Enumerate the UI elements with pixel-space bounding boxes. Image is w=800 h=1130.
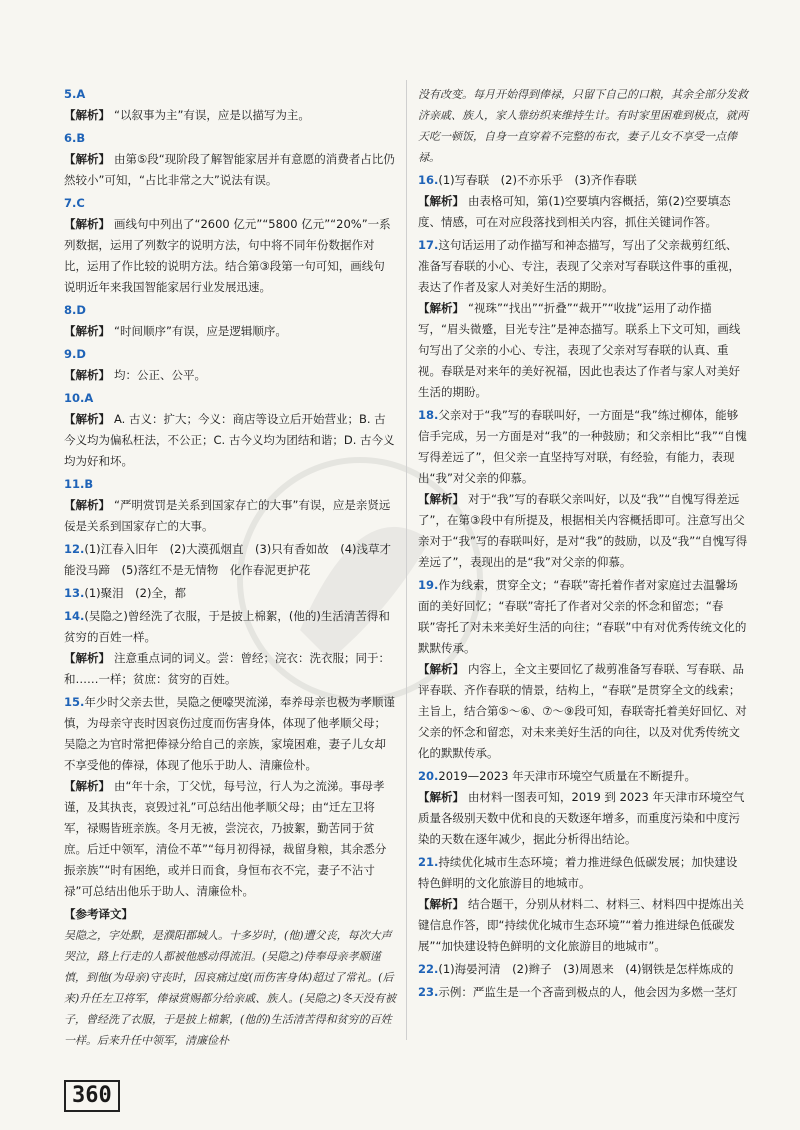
analysis-text bbox=[64, 495, 396, 537]
continued-translation: 没有改变。每月开始得到俸禄，只留下自己的口粮，其余全部分发救济亲戚、族人，家人靠纺织来维持生计。有时家里困难到极点，就两天吃一顿饭，自身一直穿着不完整的布衣，妻子儿女不享受一点俸禄。 bbox=[418, 88, 748, 164]
question-number: 11. bbox=[64, 477, 85, 491]
analysis-body: 结合题干，分别从材料二、材料三、材料四中提炼出关键信息作答，即“持续优化城市生态环境”“着力推进绿色低碳发展”“加快建设特色鲜明的文化旅游目的地城市”。 bbox=[418, 897, 744, 953]
question-item bbox=[418, 852, 748, 957]
answer-text: D bbox=[76, 303, 86, 317]
question-number: 23. bbox=[418, 985, 439, 999]
analysis-body: 由材料一图表可知，2019 到 2023 年天津市环境空气质量各级别天数中优和良的天数逐年增多，而重度污染和中度污染的天数在逐年减少，据此分析得出结论。 bbox=[418, 790, 745, 846]
answer-text: A bbox=[84, 391, 94, 405]
question-number: 8. bbox=[64, 303, 77, 317]
question-item bbox=[64, 539, 396, 581]
analysis-body: 由“年十余，丁父忧，每号泣，行人为之流涕。事母孝谨，及其执丧，哀毁过礼”可总结出他孝顺父母；由“迁左卫将军，禄赐皆班亲族。冬月无被，尝浣衣，乃披絮，勤苦同于贫庶。后迁中领军，清俭不革”“每月初得禄，裁留身粮，其余悉分振亲族”“时有困绝，或并日而食，身恒布衣不完，妻子不沾寸禄”可总结出他乐于助人、清廉俭朴。 bbox=[64, 779, 387, 898]
question-number: 16. bbox=[418, 173, 439, 187]
analysis-body: 对于“我”写的春联父亲叫好，以及“我”“自愧写得差远了”，在第③段中有所提及，根据相关内容概括即可。注意写出父亲对于“我”写的春联叫好，是对“我”的鼓励，以及“我”“自愧写得差远了”，表现出的是“我”对父亲的仰慕。 bbox=[418, 492, 748, 569]
question-item bbox=[418, 982, 748, 1003]
analysis-tag: 【解析】 bbox=[64, 108, 110, 122]
answer-line bbox=[418, 235, 748, 298]
analysis-text bbox=[418, 894, 748, 957]
analysis-tag: 【解析】 bbox=[418, 301, 464, 315]
question-number: 9. bbox=[64, 347, 77, 361]
analysis-tag: 【解析】 bbox=[418, 790, 464, 804]
answer-text: A bbox=[76, 87, 86, 101]
answer-line bbox=[418, 405, 748, 489]
analysis-text bbox=[64, 776, 396, 902]
left-column bbox=[64, 84, 396, 1051]
answer-line bbox=[64, 539, 396, 581]
analysis-tag: 【解析】 bbox=[64, 368, 110, 382]
question-number: 6. bbox=[64, 131, 77, 145]
question-item bbox=[64, 128, 396, 191]
analysis-body: 内容上，全文主要回忆了裁剪准备写春联、写春联、品评春联、齐作春联的情景，结构上，“春联”是贯穿全文的线索；主旨上，结合第⑤～⑥、⑦～⑨段可知，春联寄托着美好回忆、对父亲的怀念和留恋，对未来美好生活的向往，以及对优秀传统文化的默默传承。 bbox=[418, 662, 747, 760]
answer-text: (1)江春入旧年 (2)大漠孤烟直 (3)只有香如故 (4)浅草才能没马蹄 (5)落红不是无情物 化作春泥更护花 bbox=[64, 542, 392, 577]
analysis-text bbox=[64, 214, 396, 298]
answer-text: 持续优化城市生态环境；着力推进绿色低碳发展；加快建设特色鲜明的文化旅游目的地城市。 bbox=[418, 855, 738, 890]
question-item bbox=[418, 575, 748, 764]
answer-text: (1)写春联 (2)不亦乐乎 (3)齐作春联 bbox=[438, 173, 637, 187]
column-divider bbox=[406, 80, 407, 1040]
analysis-text bbox=[64, 648, 396, 690]
question-item bbox=[64, 193, 396, 298]
question-item bbox=[64, 583, 396, 604]
reference-translation-title: 【参考译文】 bbox=[64, 907, 133, 921]
question-item bbox=[64, 300, 396, 342]
answer-line bbox=[64, 692, 396, 776]
analysis-body: 由表格可知，第(1)空要填内容概括，第(2)空要填态度、情感，可在对应段落找到相关内容，抓住关键词作答。 bbox=[418, 194, 731, 229]
analysis-body: “严明赏罚是关系到国家存亡的大事”有误，应是亲贤远佞是关系到国家存亡的大事。 bbox=[64, 498, 391, 533]
question-item bbox=[64, 84, 396, 126]
analysis-text bbox=[64, 365, 396, 386]
analysis-tag: 【解析】 bbox=[64, 779, 110, 793]
analysis-body: 均：公正、公平。 bbox=[114, 368, 206, 382]
question-number: 20. bbox=[418, 769, 439, 783]
analysis-tag: 【解析】 bbox=[64, 217, 110, 231]
answer-line bbox=[418, 766, 748, 787]
answer-line bbox=[418, 852, 748, 894]
page-number: 360 bbox=[64, 1080, 120, 1112]
answer-line bbox=[418, 575, 748, 659]
question-item bbox=[64, 606, 396, 690]
right-column bbox=[418, 84, 748, 1005]
question-item bbox=[418, 170, 748, 233]
question-number: 13. bbox=[64, 586, 85, 600]
question-number: 14. bbox=[64, 609, 85, 623]
question-number: 22. bbox=[418, 962, 439, 976]
question-number: 21. bbox=[418, 855, 439, 869]
question-number: 19. bbox=[418, 578, 439, 592]
question-item bbox=[418, 959, 748, 980]
analysis-body: “以叙事为主”有误，应是以描写为主。 bbox=[114, 108, 310, 122]
answer-text: 示例：严监生是一个吝啬到极点的人，他会因为多燃一茎灯 bbox=[438, 985, 738, 999]
analysis-tag: 【解析】 bbox=[418, 662, 464, 676]
analysis-text bbox=[64, 321, 396, 342]
analysis-text bbox=[418, 298, 748, 403]
question-number: 17. bbox=[418, 238, 439, 252]
analysis-tag: 【解析】 bbox=[418, 897, 464, 911]
question-item bbox=[418, 405, 748, 573]
answer-line bbox=[64, 388, 396, 409]
answer-text: (1)海晏河清 (2)辫子 (3)周恩来 (4)钢铁是怎样炼成的 bbox=[438, 962, 734, 976]
question-number: 15. bbox=[64, 695, 85, 709]
question-number: 12. bbox=[64, 542, 85, 556]
question-item bbox=[64, 344, 396, 386]
analysis-text bbox=[64, 105, 396, 126]
analysis-tag: 【解析】 bbox=[64, 152, 110, 166]
analysis-text bbox=[64, 149, 396, 191]
answer-line bbox=[64, 344, 396, 365]
question-item bbox=[64, 474, 396, 537]
question-number: 10. bbox=[64, 391, 85, 405]
analysis-tag: 【解析】 bbox=[64, 412, 110, 426]
analysis-body: “时间顺序”有误，应是逻辑顺序。 bbox=[114, 324, 287, 338]
analysis-text bbox=[64, 409, 396, 472]
question-number: 18. bbox=[418, 408, 439, 422]
answer-line bbox=[64, 300, 396, 321]
answer-text: 年少时父亲去世，吴隐之便嚎哭流涕，奉养母亲也极为孝顺谨慎，为母亲守丧时因哀伤过度而伤害身体，体现了他孝顺父母；吴隐之为官时常把俸禄分给自己的亲族，家境困难，妻子儿女却不享受他的俸禄，体现了他乐于助人、清廉俭朴。 bbox=[64, 695, 395, 772]
analysis-text bbox=[418, 489, 748, 573]
question-item bbox=[64, 692, 396, 902]
analysis-text bbox=[418, 191, 748, 233]
answer-text: 父亲对于“我”写的春联叫好，一方面是“我”练过柳体，能够信手完成，另一方面是对“我”的一种鼓励；和父亲相比“我”“自愧写得差远了”，但父亲一直坚持写对联，有经验，有能力，表现出“我”对父亲的仰慕。 bbox=[418, 408, 747, 485]
answer-text: 作为线索，贯穿全文；“春联”寄托着作者对家庭过去温馨场面的美好回忆；“春联”寄托了作者对父亲的怀念和留恋；“春联”寄托了对未来美好生活的向往；“春联”中有对优秀传统文化的默默传承。 bbox=[418, 578, 747, 655]
answer-text: B bbox=[84, 477, 94, 491]
answer-text: (吴隐之)曾经洗了衣服，于是披上棉絮，(他的)生活清苦得和贫穷的百姓一样。 bbox=[64, 609, 390, 644]
analysis-tag: 【解析】 bbox=[64, 324, 110, 338]
answer-line bbox=[64, 606, 396, 648]
answer-line bbox=[64, 84, 396, 105]
analysis-tag: 【解析】 bbox=[64, 651, 110, 665]
answer-line bbox=[64, 193, 396, 214]
analysis-text bbox=[418, 659, 748, 764]
analysis-body: 由第⑤段“现阶段了解智能家居并有意愿的消费者占比仍然较小”可知，“占比非常之大”说法有误。 bbox=[64, 152, 395, 187]
answer-line bbox=[64, 474, 396, 495]
answer-text: 这句话运用了动作描写和神态描写，写出了父亲裁剪红纸、准备写春联的小心、专注，表现了父亲对写春联这件事的重视，表达了作者及家人对美好生活的期盼。 bbox=[418, 238, 740, 294]
answer-text: (1)聚泪 (2)全，都 bbox=[84, 586, 186, 600]
analysis-body: A. 古义：扩大；今义：商店等设立后开始营业；B. 古今义均为偏私枉法，不公正；C. 古今义均为团结和谐；D. 古今义均为好和坏。 bbox=[64, 412, 395, 468]
reference-translation-text: 吴隐之，字处默，是濮阳郡城人。十多岁时，(他)遭父丧，每次大声哭泣，路上行走的人都被他感动得流泪。(吴隐之)侍奉母亲孝顺谨慎，到他(为母亲)守丧时，因哀痛过度(而伤害身体)超过了常礼。(后来)升任左卫将军，俸禄赏赐都分给亲戚、族人。(吴隐之)冬天没有被子，曾经洗了衣服，于是披上棉絮，(他的)生活清苦得和贫穷的百姓一样。后来升任中领军，清廉俭朴 bbox=[64, 929, 396, 1047]
answer-line bbox=[418, 170, 748, 191]
analysis-body: 画线句中列出了“2600 亿元”“5800 亿元”“20%”一系列数据，运用了列数字的说明方法，句中将不同年份数据作对比，运用了作比较的说明方法。结合第③段第一句可知，画线句说明近年来我国智能家居行业发展迅速。 bbox=[64, 217, 391, 294]
analysis-body: “视珠”“找出”“折叠”“裁开”“收拢”运用了动作描写，“眉头微蹙，目光专注”是神态描写。联系上下文可知，画线句写出了父亲的小心、专注，表现了父亲对写春联的认真、重视。春联是对来年的美好祝福，因此也表达了作者与家人对美好生活的期盼。 bbox=[418, 301, 741, 399]
analysis-tag: 【解析】 bbox=[418, 194, 464, 208]
answer-line bbox=[64, 128, 396, 149]
answer-text: 2019—2023 年天津市环境空气质量在不断提升。 bbox=[438, 769, 697, 783]
answer-line bbox=[418, 959, 748, 980]
answer-line bbox=[418, 982, 748, 1003]
question-item bbox=[418, 766, 748, 850]
analysis-tag: 【解析】 bbox=[64, 498, 110, 512]
answer-text: D bbox=[76, 347, 86, 361]
answer-text: B bbox=[76, 131, 86, 145]
analysis-body: 注意重点词的词义。尝：曾经；浣衣：洗衣服；同于：和……一样；贫庶：贫穷的百姓。 bbox=[64, 651, 390, 686]
question-number: 7. bbox=[64, 196, 77, 210]
question-item bbox=[418, 235, 748, 403]
question-number: 5. bbox=[64, 87, 77, 101]
analysis-text bbox=[418, 787, 748, 850]
answer-text: C bbox=[76, 196, 85, 210]
question-item bbox=[64, 388, 396, 472]
answer-line bbox=[64, 583, 396, 604]
analysis-tag: 【解析】 bbox=[418, 492, 464, 506]
